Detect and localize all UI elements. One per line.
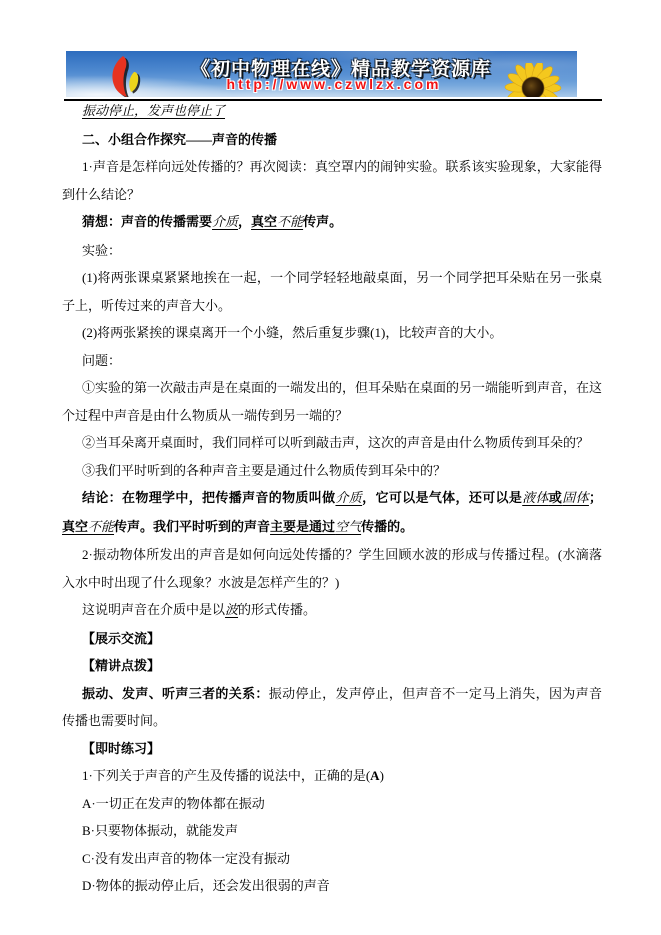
handwritten-answer-note bbox=[62, 97, 602, 126]
text-run: 【展示交流】 bbox=[82, 630, 161, 646]
option-b bbox=[62, 817, 602, 845]
text-run: 问题： bbox=[82, 352, 122, 368]
text-run: 主要是通过 bbox=[270, 518, 336, 534]
text-run: (1)将两张课桌紧紧地挨在一起，一个同学轻轻地敲桌面，另一个同学把耳朵贴在另一张桌子上，听传过来的声音大小。 bbox=[62, 270, 602, 313]
text-run: 介质 bbox=[212, 215, 239, 230]
text-run: 传声。我们平时听到的声音 bbox=[114, 518, 271, 534]
document-body bbox=[62, 97, 602, 900]
text-run: 真空 bbox=[62, 518, 89, 534]
paragraph bbox=[62, 429, 602, 457]
section-label bbox=[62, 652, 602, 680]
text-run: ，它可以是气体，还可以是 bbox=[362, 490, 523, 505]
text-run: ①实验的第一次敲击声是在桌面的一端发出的，但耳朵贴在桌面的另一端能听到声音，在这个过程中声音是由什么物质从一端传到另一端的？ bbox=[62, 380, 603, 423]
text-run: ③我们平时听到的各种声音主要是通过什么物质传到耳朵中的？ bbox=[82, 462, 447, 478]
paragraph-conclusion bbox=[62, 484, 602, 541]
text-run: 真空 bbox=[251, 214, 278, 229]
paragraph bbox=[62, 374, 602, 429]
logo-icon bbox=[98, 53, 148, 97]
paragraph bbox=[62, 596, 602, 625]
paragraph bbox=[62, 264, 602, 319]
text-run: A bbox=[370, 768, 380, 783]
text-run: 波 bbox=[225, 603, 239, 618]
paragraph bbox=[62, 541, 602, 596]
paragraph bbox=[62, 237, 602, 265]
text-run: B·只要物体振动，就能发声 bbox=[82, 823, 239, 838]
text-run: 【即时练习】 bbox=[82, 740, 161, 756]
text-run: 猜想：声音的传播需要 bbox=[82, 214, 213, 229]
paragraph bbox=[62, 153, 602, 208]
text-run: (2)将两张紧挨的课桌离开一个小缝，然后重复步骤(1)，比较声音的大小。 bbox=[82, 325, 503, 340]
text-run: 不能 bbox=[88, 519, 115, 535]
text-run: ②当耳朵离开桌面时，我们同样可以听到敲击声，这次的声音是由什么物质传到耳朵的？ bbox=[82, 435, 590, 450]
text-run: 的形式传播。 bbox=[238, 602, 317, 617]
text-run: 2·振动物体所发出的声音是如何向远处传播的？学生回顾水波的形成与传播过程。(水滴落入水中时出现了什么现象？水波是怎样产生的？) bbox=[62, 547, 602, 590]
text-run: 振动、发声、听声三者的关系： bbox=[82, 685, 269, 701]
text-run: 液体 bbox=[522, 491, 549, 506]
text-run: 二、小组合作探究——声音的传播 bbox=[82, 131, 278, 147]
text-run: 实验： bbox=[82, 242, 122, 258]
text-run: ) bbox=[379, 768, 384, 783]
text-run: 结论：在物理学中，把传播声音的物质叫做 bbox=[82, 490, 336, 505]
text-run: 振动停止，发声停止，但声音不一定马上消失，因为声音传播也需要时间。 bbox=[62, 685, 602, 728]
text-run: 传播的。 bbox=[361, 518, 414, 534]
text-run: 1·声音是怎样向远处传播的？再次阅读：真空罩内的闹钟实验。联系该实验现象，大家能得到什么结论？ bbox=[62, 159, 602, 202]
option-d bbox=[62, 872, 602, 900]
banner-url-link[interactable]: http://www.czwlzx.com bbox=[226, 76, 442, 92]
option-a bbox=[62, 790, 602, 818]
text-run: 传声。 bbox=[303, 214, 343, 229]
option-c bbox=[62, 845, 602, 873]
section-heading bbox=[62, 126, 602, 154]
section-label bbox=[62, 735, 602, 763]
paragraph bbox=[62, 319, 602, 347]
text-run: ， bbox=[238, 214, 252, 229]
text-run: A·一切正在发声的物体都在振动 bbox=[82, 795, 265, 811]
text-run: 介质 bbox=[335, 491, 363, 506]
text-run: 振动停止，发声也停止了 bbox=[82, 104, 226, 119]
text-run: 固体 bbox=[562, 491, 589, 506]
banner-title: 《初中物理在线》精品教学资源库 bbox=[190, 59, 491, 80]
text-run: 【精讲点拨】 bbox=[82, 658, 161, 673]
paragraph bbox=[62, 347, 602, 375]
question-1 bbox=[62, 762, 602, 790]
text-run: 这说明声音在介质中是以 bbox=[82, 602, 226, 617]
paragraph bbox=[62, 457, 602, 485]
text-run: 1·下列关于声音的产生及传播的说法中，正确的是( bbox=[82, 768, 371, 783]
text-run: 不能 bbox=[277, 215, 304, 230]
sunflower-icon bbox=[461, 63, 569, 97]
paragraph bbox=[62, 680, 602, 735]
text-run: D·物体的振动停止后，还会发出很弱的声音 bbox=[82, 878, 330, 893]
text-run: ； bbox=[588, 490, 602, 505]
text-run: 空气 bbox=[335, 519, 362, 535]
site-banner bbox=[66, 51, 577, 97]
text-run: 或 bbox=[548, 490, 563, 505]
section-label bbox=[62, 625, 602, 653]
paragraph-guess bbox=[62, 208, 602, 237]
text-run: C·没有发出声音的物体一定没有振动 bbox=[82, 850, 291, 866]
